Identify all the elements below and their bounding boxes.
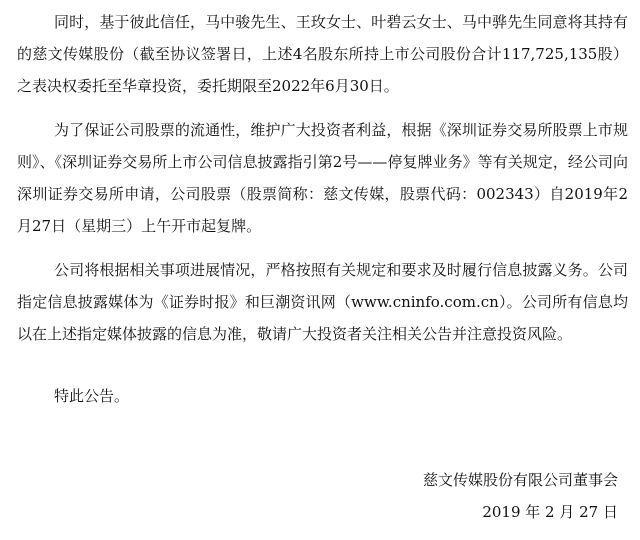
signature-date: 2019 年 2 月 27 日 — [482, 503, 618, 521]
paragraph-voting-rights: 同时，基于彼此信任，马中骏先生、王玫女士、叶碧云女士、马中骅先生同意将其持有的慈文传媒股份（截至协议签署日，上述4名股东所持上市公司股份合计117,725,135股）之表决权委托至华章投资，委托期限至2022年6月30日。 — [17, 13, 628, 95]
paragraph-resumption: 为了保证公司股票的流通性，维护广大投资者利益，根据《深圳证券交易所股票上市规则》、《深圳证券交易所上市公司信息披露指引第2号——停复牌业务》等有关规定，经公司向深圳证券交易所申请，公司股票（股票简称：慈文传媒，股票代码：002343）自2019年2月27日（星期三）上午开市起复牌。 — [17, 121, 628, 235]
signature-company: 慈文传媒股份有限公司董事会 — [422, 471, 618, 489]
paragraph-disclosure: 公司将根据相关事项进展情况，严格按照有关规定和要求及时履行信息披露义务。公司指定信息披露媒体为《证券时报》和巨潮资讯网（www.cninfo.com.cn）。公司所有信息均以在上述指定媒体披露的信息为准，敬请广大投资者关注相关公告并注意投资风险。 — [17, 261, 628, 343]
closing-remark: 特此公告。 — [54, 387, 130, 405]
